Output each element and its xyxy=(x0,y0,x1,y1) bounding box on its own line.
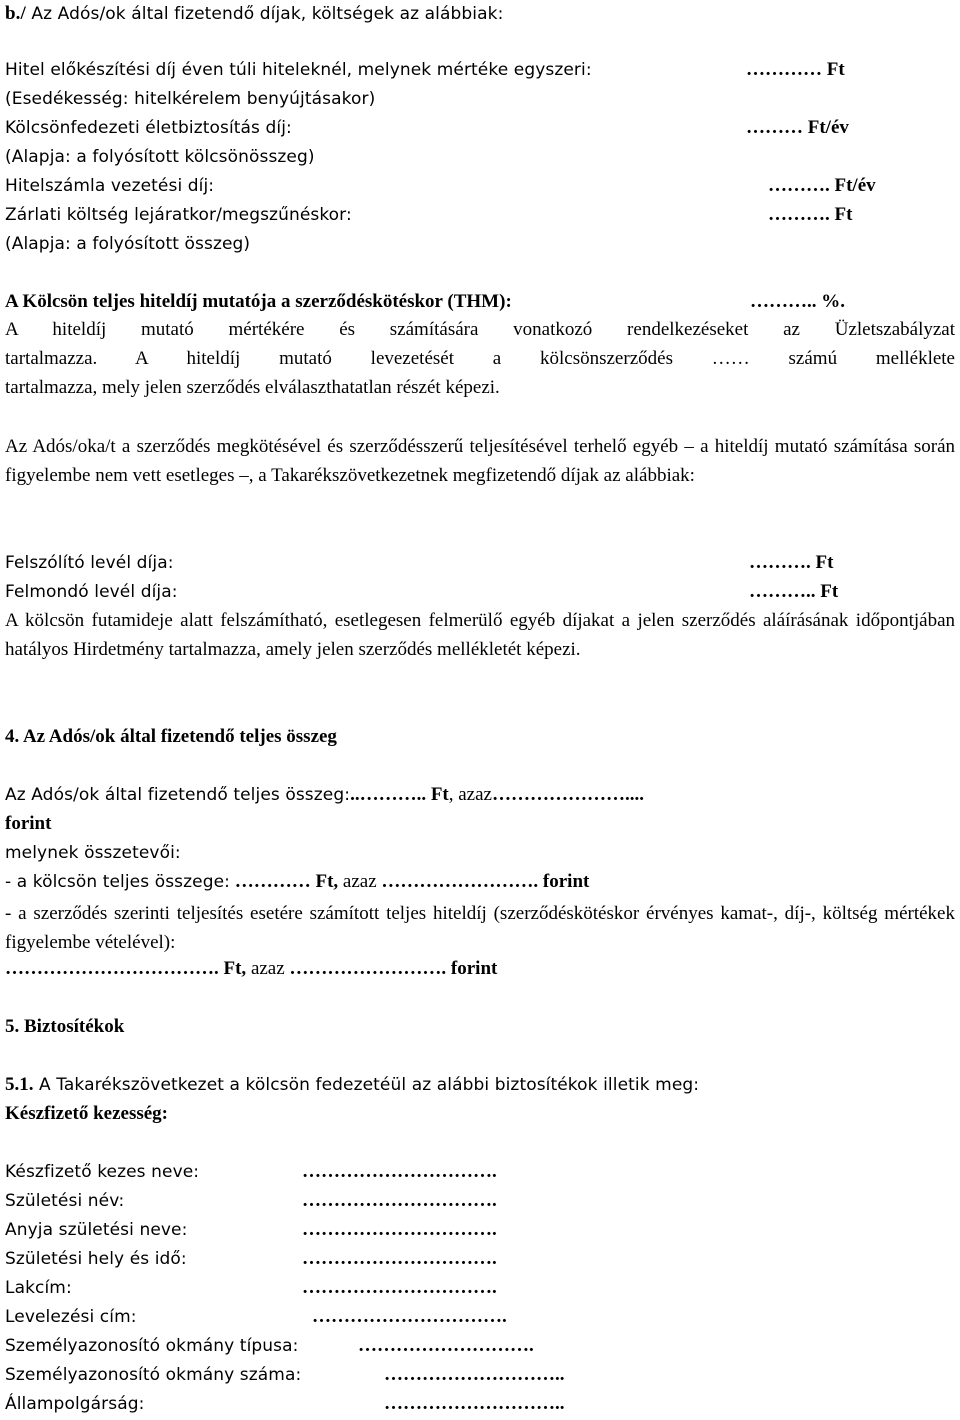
fee-total-text: - a szerződés szerinti teljesítés esetére számított teljes hiteldíj (szerződéskötéskor érvényes kamat-, díj-, költség mértékek figyelembe vételével): xyxy=(5,903,955,953)
thm-label-bold: A Kölcsön teljes hiteldíj mutatója a szerződéskötéskor xyxy=(5,291,443,312)
guarantor-field-value: …………………………. xyxy=(302,1219,497,1240)
thm-paragraph xyxy=(5,315,955,402)
thm-line: A hiteldíj mutató mértékére és számítására vonatkozó rendelkezéseket az Üzletszabályzat xyxy=(5,319,955,340)
section-5-1-number: 5.1. xyxy=(5,1074,34,1095)
guarantor-field-label: Lakcím: xyxy=(5,1278,72,1298)
guarantor-field-value: …………………………. xyxy=(302,1161,497,1182)
fee-line: (Alapja: a folyósított kölcsönösszeg) xyxy=(5,147,315,167)
total-dots: ..……….. Ft xyxy=(350,784,449,805)
fee-dots2: ……………………. forint xyxy=(289,958,498,979)
guarantor-field-label: Születési név: xyxy=(5,1191,125,1211)
loan-dots: ………… Ft, xyxy=(234,871,339,892)
guarantor-field-value: …………………………. xyxy=(312,1306,507,1327)
fee-line: (Alapja: a folyósított összeg) xyxy=(5,234,251,254)
fee-item-label: Felmondó levél díja: xyxy=(5,582,178,602)
guarantor-field-label: Születési hely és idő: xyxy=(5,1249,187,1269)
guarantor-field-label: Készfizető kezes neve: xyxy=(5,1162,200,1182)
loan-amount-line xyxy=(5,870,589,894)
thm-label-plain: (THM): xyxy=(442,291,512,312)
guarantor-field-value: ……………………….. xyxy=(384,1393,565,1414)
fee-line: Hitel előkészítési díj éven túli hiteleknél, melynek mértéke egyszeri: xyxy=(5,60,592,80)
guarantor-field-label: Levelezési cím: xyxy=(5,1307,137,1327)
fee-azaz: azaz xyxy=(246,958,290,979)
fee-value: ………… Ft xyxy=(746,59,845,80)
guarantor-field-value: …………………………. xyxy=(302,1190,497,1211)
fee-value: ………. Ft/év xyxy=(768,175,876,196)
fee-item-value: ………. Ft xyxy=(749,552,834,573)
fee-total-line xyxy=(5,957,497,981)
guarantor-field-label: Állampolgárság: xyxy=(5,1394,145,1414)
fee-line: Hitelszámla vezetési díj: xyxy=(5,176,215,196)
fee-value: ……… Ft/év xyxy=(746,117,849,138)
loan-label: - a kölcsön teljes összege: xyxy=(5,872,230,892)
fee-value: ………. Ft xyxy=(768,204,853,225)
fee-item xyxy=(5,580,178,604)
loan-azaz: azaz xyxy=(338,871,382,892)
fee-item-value: ……….. Ft xyxy=(749,581,839,602)
other-fees-note: A kölcsön futamideje alatt felszámítható, esetlegesen felmerülő egyéb díjakat a jelen szerződés aláírásának időpontjában hatályos Hirdetmény tartalmazza, amely jelen szerződés mellékletét képezi. xyxy=(5,610,955,660)
guarantor-field-label: Személyazonosító okmány típusa: xyxy=(5,1336,299,1356)
total-azaz: , azaz xyxy=(448,784,492,805)
section-5-1-line xyxy=(5,1073,699,1097)
guarantor-field-value: …………………………. xyxy=(302,1248,497,1269)
thm-line: tartalmazza, mely jelen szerződés elválaszthatatlan részét képezi. xyxy=(5,377,500,398)
thm-value: ……….. %. xyxy=(750,291,845,312)
total-label: Az Adós/ok által fizetendő teljes összeg: xyxy=(5,785,351,805)
fee-item-label: Felszólító levél díja: xyxy=(5,553,174,573)
total-unit: forint xyxy=(5,813,52,834)
guarantor-field-value: ………………………. xyxy=(358,1335,534,1356)
guarantor-field-value: …………………………. xyxy=(302,1277,497,1298)
section-b-prefix: b./ xyxy=(5,3,26,24)
section-b-heading xyxy=(5,2,503,26)
fee-line: (Esedékesség: hitelkérelem benyújtásakor) xyxy=(5,89,376,109)
components-label: melynek összetevői: xyxy=(5,843,181,863)
guarantor-field-label: Anyja születési neve: xyxy=(5,1220,188,1240)
section-4-heading: 4. Az Adós/ok által fizetendő teljes összeg xyxy=(5,726,337,747)
total-amount-line xyxy=(5,783,955,807)
guarantor-field-value: ……………………….. xyxy=(384,1364,565,1385)
section-5-1-text: A Takarékszövetkezet a kölcsön fedezetéül az alábbi biztosítékok illetik meg: xyxy=(33,1075,700,1095)
loan-dots2: ……………………. forint xyxy=(381,871,590,892)
other-fees-paragraph: Az Adós/oka/t a szerződés megkötésével és szerződésszerű teljesítésével terhelő egyéb – a hiteldíj mutató számítása során figyelembe nem vett esetleges –, a Takarékszövetkezetnek megfizetendő díjak az alábbiak: xyxy=(5,436,955,486)
fee-line: Zárlati költség lejáratkor/megszűnéskor: xyxy=(5,205,352,225)
thm-label xyxy=(5,290,512,314)
fee-line: Kölcsönfedezeti életbiztosítás díj: xyxy=(5,118,292,138)
thm-line: tartalmazza. A hiteldíj mutató levezetését a kölcsönszerződés …… számú melléklete xyxy=(5,348,955,369)
total-dots2: ………………….... xyxy=(491,784,644,805)
guarantee-title: Készfizető kezesség: xyxy=(5,1103,169,1124)
section-b-heading-text: Az Adós/ok által fizetendő díjak, költségek az alábbiak: xyxy=(25,4,504,24)
fee-dots: ……………………………. Ft, xyxy=(5,958,247,979)
guarantor-field-label: Személyazonosító okmány száma: xyxy=(5,1365,302,1385)
section-5-heading: 5. Biztosítékok xyxy=(5,1016,125,1037)
